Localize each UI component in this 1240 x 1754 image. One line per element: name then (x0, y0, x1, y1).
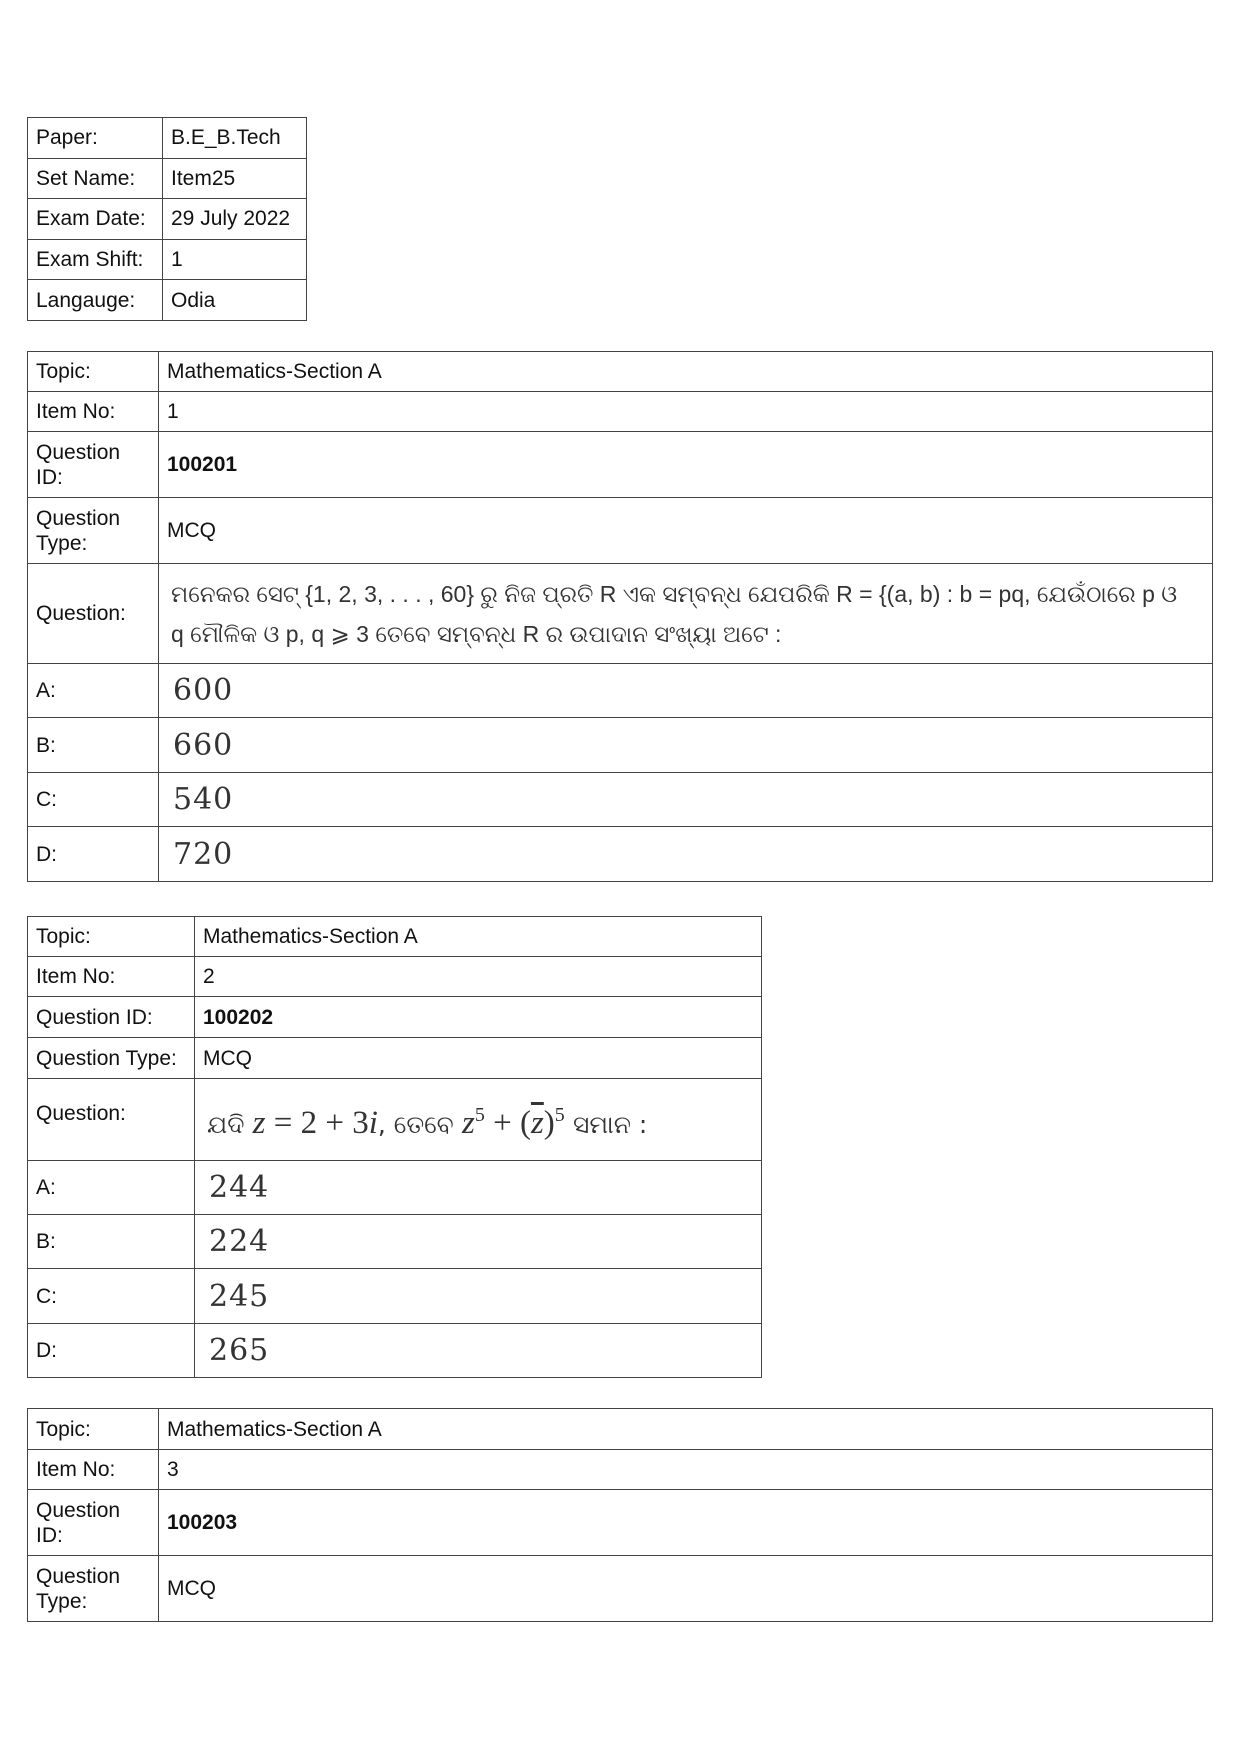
q2-q-exp2: 5 (554, 1103, 565, 1126)
date-value: 29 July 2022 (163, 199, 307, 240)
shift-label: Exam Shift: (28, 239, 163, 280)
question-1-table (27, 351, 1213, 882)
qtype-label: Question Type: (28, 1556, 159, 1622)
q3-qtype-row (28, 1556, 1213, 1622)
q2-question-row (28, 1079, 762, 1161)
q2-qtype: MCQ (195, 1038, 762, 1079)
q2-option-b-row (28, 1215, 762, 1269)
q2-q-close: ) (543, 1104, 555, 1141)
q1-qtype-row (28, 498, 1213, 564)
option-a-label: A: (28, 664, 159, 718)
option-d-label: D: (28, 827, 159, 882)
paper-value: B.E_B.Tech (163, 118, 307, 159)
q2-q-z2: z (461, 1104, 475, 1141)
q2-option-d-row (28, 1324, 762, 1378)
q1-option-b: 660 (159, 718, 1213, 773)
paper-label: Paper: (28, 118, 163, 159)
q1-option-b-row (28, 718, 1213, 773)
language-value: Odia (163, 280, 307, 321)
q2-option-c: 245 (195, 1269, 762, 1324)
meta-row-date (28, 199, 307, 240)
option-b-label: B: (28, 1215, 195, 1269)
q2-option-c-row (28, 1269, 762, 1324)
qid-label: Question ID: (28, 997, 195, 1038)
q2-topic: Mathematics-Section A (195, 917, 762, 957)
set-value: Item25 (163, 158, 307, 199)
q2-q-zbar: $\overline{z}$ (530, 1104, 544, 1141)
language-label: Langauge: (28, 280, 163, 321)
q2-question-text (195, 1079, 762, 1161)
q2-item: 2 (195, 957, 762, 997)
option-d-label: D: (28, 1324, 195, 1378)
meta-row-language (28, 280, 307, 321)
q1-qid-row (28, 432, 1213, 498)
topic-label: Topic: (28, 1409, 159, 1450)
option-b-label: B: (28, 718, 159, 773)
q1-option-a-row (28, 664, 1213, 718)
q1-qid: 100201 (159, 432, 1213, 498)
q2-item-row (28, 957, 762, 997)
q1-item: 1 (159, 392, 1213, 432)
topic-label: Topic: (28, 352, 159, 392)
q1-option-d-row (28, 827, 1213, 882)
q2-q-i: i (368, 1104, 378, 1141)
q2-q-eq: = 2 + 3 (265, 1104, 369, 1141)
qid-label: Question ID: (28, 432, 159, 498)
item-label: Item No: (28, 1450, 159, 1490)
q1-option-c-row (28, 773, 1213, 827)
q1-topic: Mathematics-Section A (159, 352, 1213, 392)
date-label: Exam Date: (28, 199, 163, 240)
meta-row-shift (28, 239, 307, 280)
q2-option-b: 224 (195, 1215, 762, 1269)
qtype-label: Question Type: (28, 498, 159, 564)
set-label: Set Name: (28, 158, 163, 199)
q2-qid-row (28, 997, 762, 1038)
q3-qid-row (28, 1490, 1213, 1556)
q1-topic-row (28, 352, 1213, 392)
q1-qtype: MCQ (159, 498, 1213, 564)
topic-label: Topic: (28, 917, 195, 957)
meta-row-set (28, 158, 307, 199)
q3-qtype: MCQ (159, 1556, 1213, 1622)
q2-q-then: , ତେବେ (377, 1109, 454, 1139)
option-a-label: A: (28, 1161, 195, 1215)
q2-qtype-row (28, 1038, 762, 1079)
q1-question-text (159, 564, 1213, 664)
exam-meta-table (27, 117, 307, 321)
option-c-label: C: (28, 1269, 195, 1324)
q1-question-row (28, 564, 1213, 664)
qid-label: Question ID: (28, 1490, 159, 1556)
shift-value: 1 (163, 239, 307, 280)
q2-q-exp1: 5 (474, 1103, 485, 1126)
q1-option-d: 720 (159, 827, 1213, 882)
q2-option-a: 244 (195, 1161, 762, 1215)
q1-option-c: 540 (159, 773, 1213, 827)
question-2-table (27, 916, 762, 1378)
q1-question-line-1: ମନେକର ସେଟ୍ {1, 2, 3, . . . , 60} ରୁ ନିଜ ପ୍ରତି R ଏକ ସମ୍ବନ୍ଧ ଯେପରିକି R = {(a, b) : b = pq, ଯେଉଁଠାରେ p ଓ (171, 580, 1178, 607)
q2-q-z: z (252, 1104, 266, 1141)
question-label: Question: (28, 1079, 195, 1161)
q2-topic-row (28, 917, 762, 957)
question-label: Question: (28, 564, 159, 664)
q2-q-prefix: ଯଦି (207, 1109, 245, 1139)
q3-item: 3 (159, 1450, 1213, 1490)
item-label: Item No: (28, 957, 195, 997)
q3-item-row (28, 1450, 1213, 1490)
question-3-table (27, 1408, 1213, 1622)
q3-qid: 100203 (159, 1490, 1213, 1556)
q3-topic-row (28, 1409, 1213, 1450)
q2-qid: 100202 (195, 997, 762, 1038)
q1-question-line-2: q ମୌଳିକ ଓ p, q ⩾ 3 ତେବେ ସମ୍ବନ୍ଧ R ର ଉପାଦାନ ସଂଖ୍ୟା ଅଟେ : (171, 620, 782, 647)
meta-row-paper (28, 118, 307, 159)
q2-q-suffix: ସମାନ : (573, 1109, 648, 1139)
q1-item-row (28, 392, 1213, 432)
q3-topic: Mathematics-Section A (159, 1409, 1213, 1450)
q2-option-d: 265 (195, 1324, 762, 1378)
item-label: Item No: (28, 392, 159, 432)
q1-option-a: 600 (159, 664, 1213, 718)
option-c-label: C: (28, 773, 159, 827)
q2-option-a-row (28, 1161, 762, 1215)
q2-q-plus: + ( (484, 1104, 531, 1141)
qtype-label: Question Type: (28, 1038, 195, 1079)
